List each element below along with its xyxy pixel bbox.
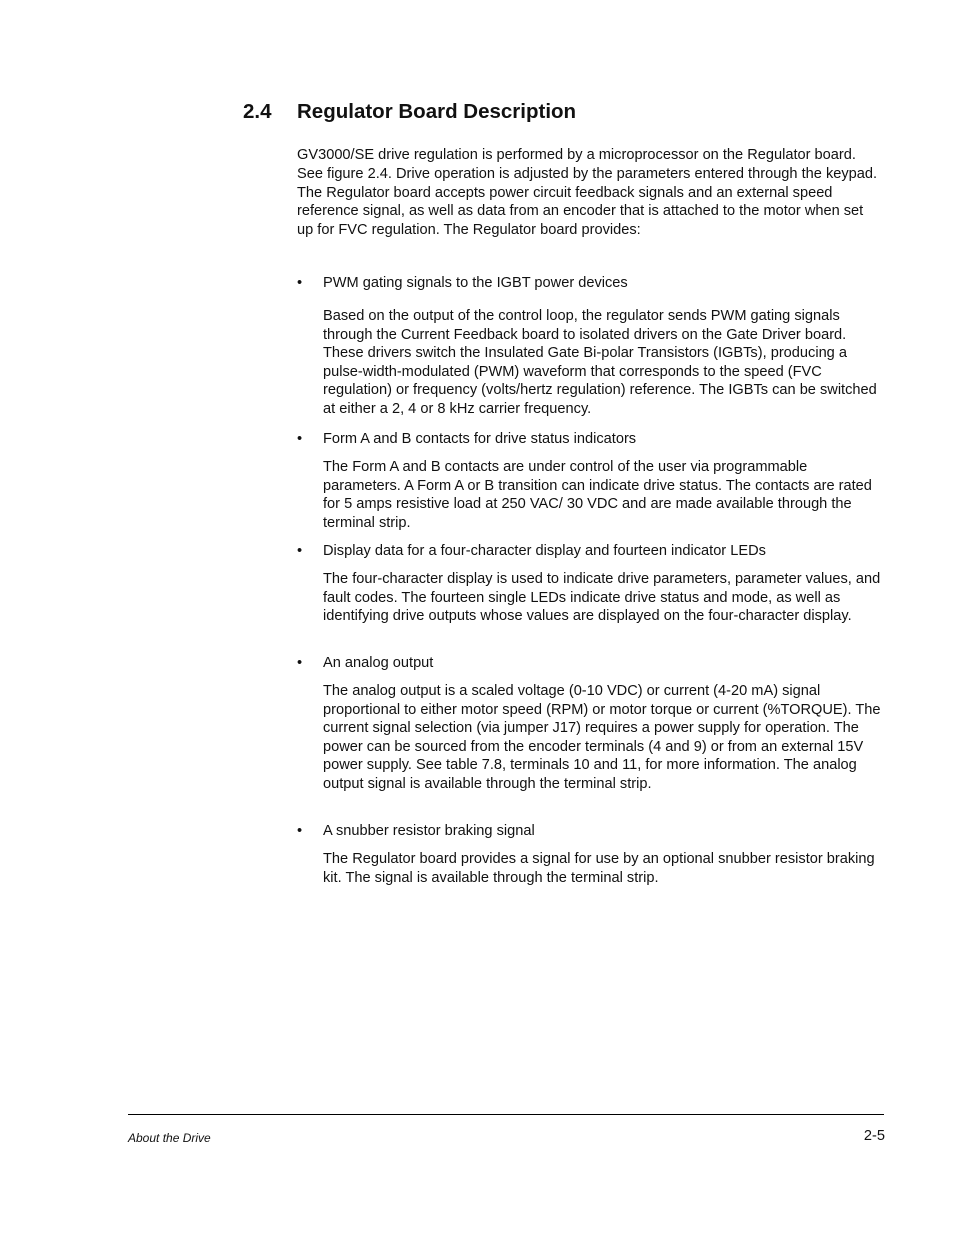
intro-paragraph: GV3000/SE drive regulation is performed by a microprocessor on the Regulator board. See figure 2.4. Drive operation is adjusted by the parameters entered through the keypad. The Regulator board accepts power circuit feedback signals and an external speed reference signal, as well as data from an encoder that is attached to the motor when set up for FVC regulation. The Regulator board provides: xyxy=(297,147,878,239)
list-item-title: A snubber resistor braking signal xyxy=(323,823,535,839)
list-item-analog-output xyxy=(297,654,885,794)
list-item-snubber-signal xyxy=(297,822,885,887)
footer-divider xyxy=(128,1114,884,1115)
list-item-description: Based on the output of the control loop, the regulator sends PWM gating signals through the Current Feedback board to isolated drivers on the Gate Driver board. These drivers switch the Insulated Gate Bi-polar Transistors (IGBTs), producing a pulse-width-modulated (PWM) waveform that corresponds to the speed (FVC regulation) or frequency (volts/hertz regulation) reference. The IGBTs can be switched at either a 2, 4 or 8 kHz carrier frequency. xyxy=(323,308,877,417)
footer-page-number: 2-5 xyxy=(863,1128,885,1144)
bullet-icon: • xyxy=(297,543,303,559)
section-title: Regulator Board Description xyxy=(297,100,577,123)
list-item-title: Form A and B contacts for drive status indicators xyxy=(323,431,637,447)
list-item-title: An analog output xyxy=(323,655,434,671)
list-item-pwm-gating xyxy=(297,274,885,419)
bullet-icon: • xyxy=(297,823,303,839)
list-item-description: The Regulator board provides a signal for use by an optional snubber resistor braking kit. The signal is available through the terminal strip. xyxy=(323,851,875,886)
list-item-title: Display data for a four-character display and fourteen indicator LEDs xyxy=(323,543,766,559)
footer-chapter-title: About the Drive xyxy=(128,1131,211,1145)
list-item-description: The analog output is a scaled voltage (0-10 VDC) or current (4-20 mA) signal proportional to either motor speed (RPM) or motor torque or current (%TORQUE). The current signal selection (via jumper J17) requires a power supply for operation. The power can be sourced from the encoder terminals (4 and 9) or from an external 15V power supply. See table 7.8, terminals 10 and 11, for more information. The analog output signal is available through the terminal strip. xyxy=(323,683,881,792)
list-item-description: The four-character display is used to indicate drive parameters, parameter values, and fault codes. The fourteen single LEDs indicate drive status and mode, as well as identifying drive outputs whose values are displayed on the four-character display. xyxy=(323,571,881,625)
bullet-icon: • xyxy=(297,431,303,447)
list-item-form-contacts xyxy=(297,430,885,532)
list-item-title: PWM gating signals to the IGBT power devices xyxy=(323,275,628,291)
list-item-description: The Form A and B contacts are under control of the user via programmable parameters. A Form A or B transition can indicate drive status. The contacts are rated for 5 amps resistive load at 250 VAC/ 30 VDC and are made available through the terminal strip. xyxy=(323,459,872,531)
section-heading xyxy=(243,99,576,125)
bullet-icon: • xyxy=(297,275,303,291)
section-number: 2.4 xyxy=(243,100,272,123)
bullet-icon: • xyxy=(297,655,303,671)
list-item-display-data xyxy=(297,542,885,626)
